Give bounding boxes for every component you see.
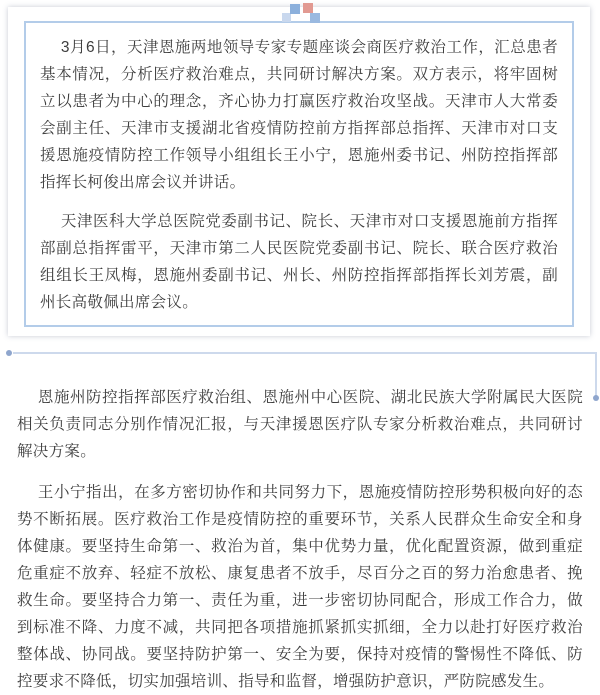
section-divider — [0, 350, 600, 356]
content-card — [8, 7, 590, 336]
highlight-box — [24, 21, 574, 327]
divider-line-horizontal — [13, 352, 597, 354]
pixel-square-blue-icon — [290, 4, 300, 14]
article-body — [0, 384, 600, 695]
divider-dot-right — [593, 395, 599, 401]
article-paragraph: 王小宁指出，在多方密切协作和共同努力下，恩施疫情防控形势积极向好的态势不断拓展。医疗救治工作是疫情防控的重要环节，关系人民群众生命安全和身体健康。要坚持生命第一、救治为首，集中优势力量，优化配置资源，做到重症危重症不放弃、轻症不放松、康复患者不放手，尽百分之百的努力治愈患者、挽救生命。要坚持合力第一、责任为重，进一步密切协同配合，形成工作合力，做到标准不降、力度不减，共同把各项措施抓紧抓实抓细，全力以赴打好医疗救治整体战、协同战。要坚持防护第一、安全为要，保持对疫情的警惕性不降低、防控要求不降低，切实加强培训、指导和监督，增强防护意识，严防院感发生。 — [17, 484, 583, 690]
divider-line-vertical — [595, 352, 597, 397]
box-paragraph: 天津医科大学总医院党委副书记、院长、天津市对口支援恩施前方指挥部副总指挥雷平，天津市第二人民医院党委副书记、院长、联合医疗救治组组长王凤梅，恩施州委副书记、州长、州防控指挥部指挥长刘芳震，副州长高敬佩出席会议。 — [40, 213, 558, 311]
divider-dot-left — [6, 350, 12, 356]
pixel-square-salmon-icon — [303, 3, 313, 13]
box-paragraph: 3月6日，天津恩施两地领导专家专题座谈会商医疗救治工作，汇总患者基本情况，分析医疗救治难点，共同研讨解决方案。双方表示，将牢固树立以患者为中心的理念，齐心协力打赢医疗救治攻坚战。天津市人大常委会副主任、天津市支援湖北省疫情防控前方指挥部总指挥、天津市对口支援恩施疫情防控工作领导小组组长王小宁，恩施州委书记、州防控指挥部指挥长柯俊出席会议并讲话。 — [40, 39, 558, 191]
article-paragraph: 恩施州防控指挥部医疗救治组、恩施州中心医院、湖北民族大学附属民大医院相关负责同志分别作情况汇报，与天津援恩医疗队专家分析救治难点，共同研讨解决方案。 — [17, 389, 583, 460]
